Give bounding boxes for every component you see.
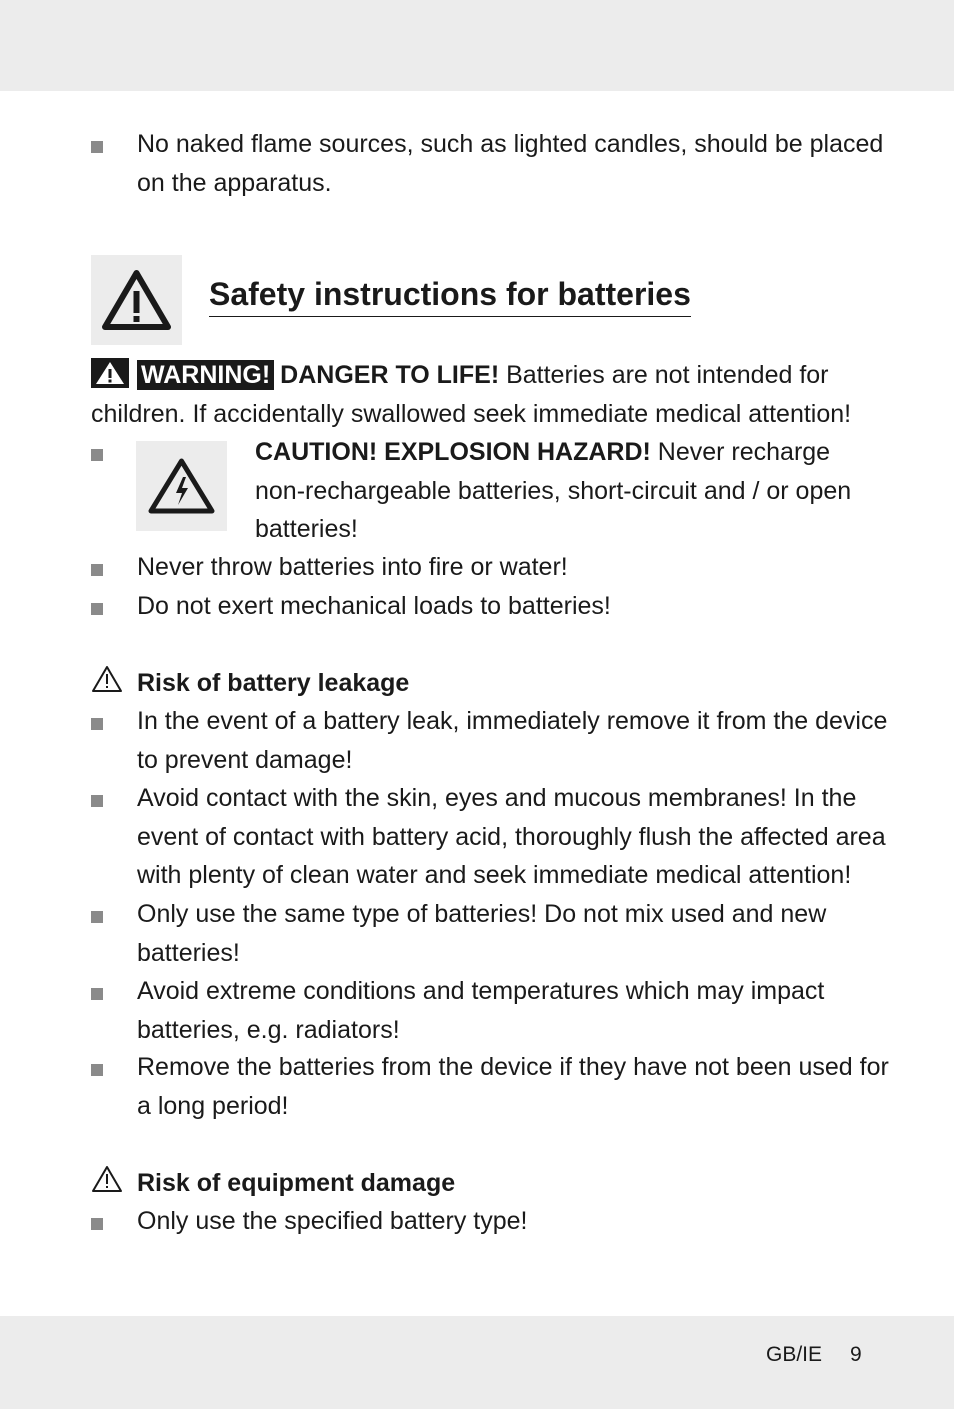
danger-emphasis: DANGER TO LIFE! bbox=[280, 361, 500, 389]
bullet bbox=[91, 603, 103, 615]
caution-text-line3: batteries! bbox=[255, 515, 358, 543]
intro-item-text: No naked flame sources, such as lighted candles, should be placed on the apparatus. bbox=[137, 130, 884, 197]
footer-region: GB/IE bbox=[766, 1343, 823, 1366]
warning-text-line2: children. If accidentally swallowed seek immediate medical attention! bbox=[91, 399, 852, 428]
list-item bbox=[137, 895, 897, 972]
bullet bbox=[91, 988, 103, 1000]
bullet bbox=[91, 564, 103, 576]
list-item: Never throw batteries into fire or water! bbox=[137, 553, 568, 581]
list-item-line: Remove the batteries from the device if they have not been used for bbox=[137, 1053, 889, 1081]
page-number: 9 bbox=[850, 1343, 862, 1366]
list-item: Do not exert mechanical loads to batteries! bbox=[137, 592, 611, 620]
caution-emphasis: CAUTION! EXPLOSION HAZARD! bbox=[255, 438, 651, 466]
bullet bbox=[91, 795, 103, 807]
high-voltage-icon bbox=[136, 441, 227, 531]
bullet bbox=[91, 141, 103, 153]
list-item-line: with plenty of clean water and seek immediate medical attention! bbox=[137, 861, 852, 889]
list-item-line: Only use the same type of batteries! Do not mix used and new bbox=[137, 900, 827, 928]
leakage-title: Risk of battery leakage bbox=[137, 669, 410, 697]
caution-text-line2: non-rechargeable batteries, short-circuit and / or open bbox=[255, 476, 852, 505]
warning-outline-icon bbox=[91, 665, 123, 693]
list-item: Only use the specified battery type! bbox=[137, 1207, 528, 1235]
bullet bbox=[91, 1218, 103, 1230]
list-item bbox=[137, 1048, 897, 1125]
warning-triangle-icon bbox=[91, 255, 182, 345]
list-item bbox=[137, 972, 897, 1049]
heading-warning-box bbox=[91, 255, 182, 345]
warning-outline-icon bbox=[91, 1165, 123, 1193]
top-band bbox=[0, 0, 954, 91]
list-item-line: Avoid contact with the skin, eyes and mucous membranes! In the bbox=[137, 784, 857, 812]
warning-triangle-icon bbox=[91, 358, 129, 388]
list-item-line: Avoid extreme conditions and temperatures which may impact bbox=[137, 977, 825, 1005]
bullet bbox=[91, 1064, 103, 1076]
list-item-line: In the event of a battery leak, immediately remove it from the device bbox=[137, 707, 888, 735]
list-item bbox=[137, 779, 897, 895]
warning-text-line1: Batteries are not intended for bbox=[499, 361, 829, 389]
list-item-line: a long period! bbox=[137, 1091, 289, 1120]
equipment-title: Risk of equipment damage bbox=[137, 1169, 456, 1197]
list-item-line: batteries, e.g. radiators! bbox=[137, 1015, 400, 1044]
section-title: Safety instructions for batteries bbox=[209, 274, 691, 317]
bullet bbox=[91, 718, 103, 730]
warning-label: WARNING! bbox=[137, 360, 274, 390]
caution-text-line1: Never recharge bbox=[650, 438, 831, 466]
caution-icon-box bbox=[136, 441, 227, 531]
list-item-line: to prevent damage! bbox=[137, 745, 353, 774]
bullet bbox=[91, 449, 103, 461]
bullet bbox=[91, 911, 103, 923]
list-item-line: batteries! bbox=[137, 938, 240, 967]
list-item bbox=[137, 702, 897, 779]
warning-paragraph bbox=[91, 356, 891, 433]
caution-paragraph bbox=[255, 433, 895, 549]
list-item-line: event of contact with battery acid, thoroughly flush the affected area bbox=[137, 822, 886, 851]
